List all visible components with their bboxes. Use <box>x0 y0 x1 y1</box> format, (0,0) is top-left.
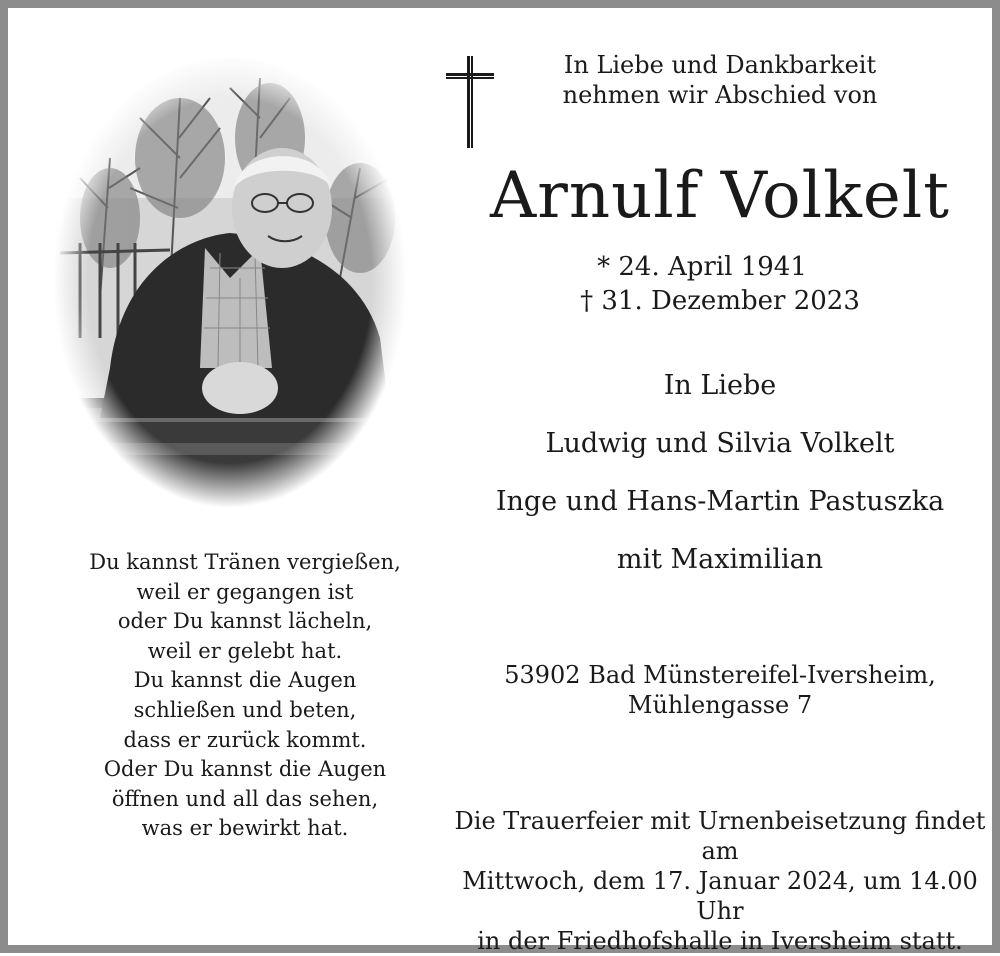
poem-line: Du kannst die Augen <box>133 668 357 693</box>
poem-line: öffnen und all das sehen, <box>111 786 379 811</box>
mourner-line-1: Ludwig und Silvia Volkelt <box>545 428 895 459</box>
intro-text <box>520 50 920 110</box>
service-info <box>440 806 1000 956</box>
address-line-2: Mühlengasse 7 <box>627 691 813 719</box>
poem-line: oder Du kannst lächeln, <box>117 609 373 634</box>
poem-line: weil er gelebt hat. <box>147 638 343 663</box>
address-line-1: 53902 Bad Münstereifel-Iversheim, <box>504 661 936 689</box>
portrait-photo <box>40 38 422 516</box>
poem-line: Oder Du kannst die Augen <box>103 757 387 782</box>
life-dates <box>470 250 970 318</box>
poem-line: weil er gegangen ist <box>136 579 354 604</box>
poem <box>40 548 450 844</box>
address-block <box>470 660 970 720</box>
deceased-name: Arnulf Volkelt <box>490 159 950 233</box>
poem-line: Du kannst Tränen vergießen, <box>89 550 401 574</box>
service-line-1: Die Trauerfeier mit Urnenbeisetzung findet am <box>454 807 986 865</box>
mourners-heading: In Liebe <box>663 370 777 401</box>
cross-icon <box>446 56 494 148</box>
poem-line: was er bewirkt hat. <box>141 816 349 841</box>
intro-line-1: In Liebe und Dankbarkeit <box>563 51 877 79</box>
intro-line-2: nehmen wir Abschied von <box>562 81 878 109</box>
poem-line: schließen und beten, <box>133 697 357 722</box>
mourners-block <box>460 366 980 598</box>
service-line-3: in der Friedhofshalle in Iversheim statt. <box>477 927 963 955</box>
poem-line: dass er zurück kommt. <box>123 727 367 752</box>
birth-date: * 24. April 1941 <box>597 252 807 282</box>
mourner-line-3: mit Maximilian <box>616 544 824 575</box>
service-line-2: Mittwoch, dem 17. Januar 2024, um 14.00 Uhr <box>462 867 978 925</box>
death-date: † 31. Dezember 2023 <box>580 286 860 316</box>
mourner-line-2: Inge und Hans-Martin Pastuszka <box>495 486 945 517</box>
